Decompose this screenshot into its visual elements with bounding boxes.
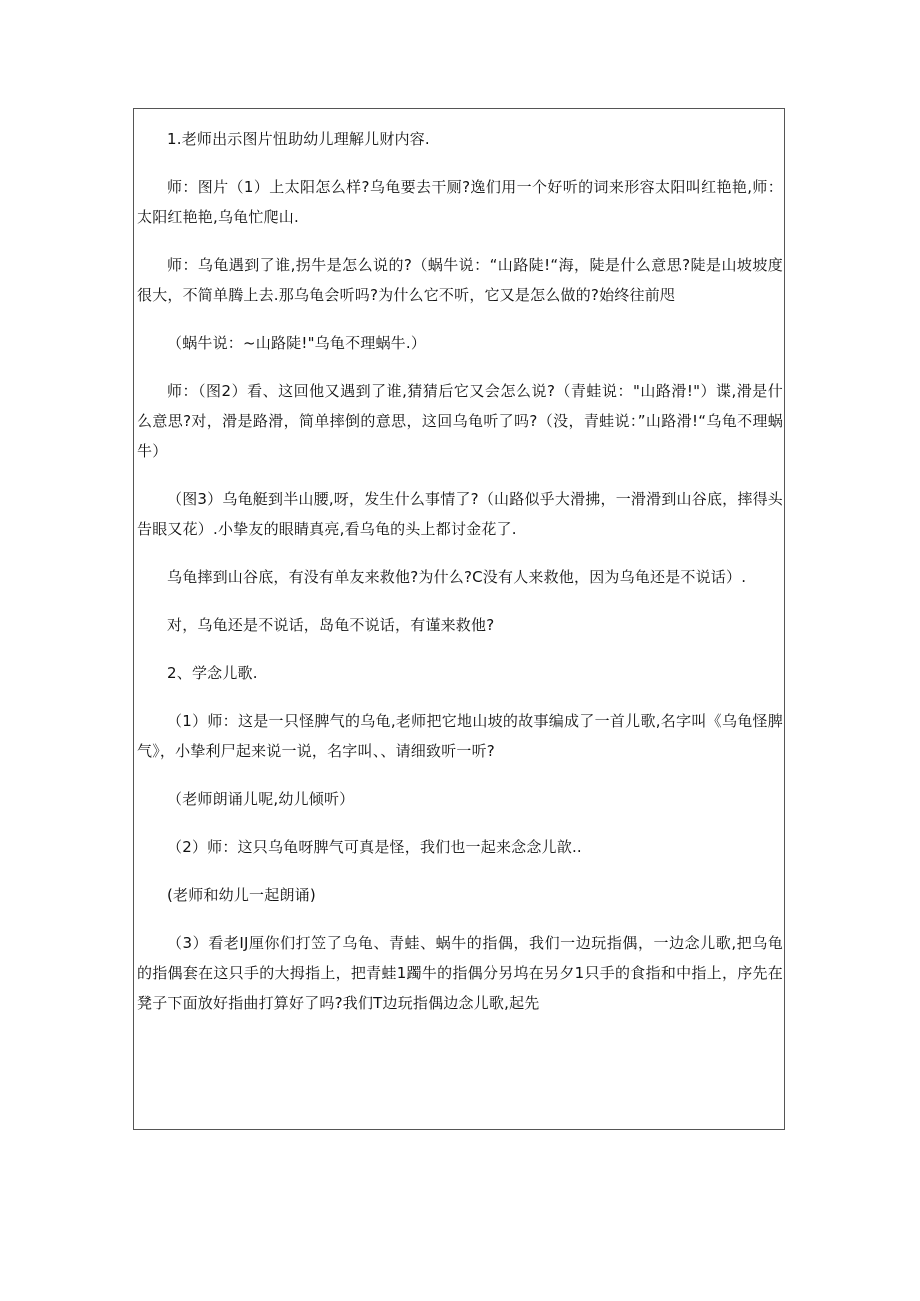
paragraph-8: 对，乌龟还是不说话，岛龟不说话，有谨来救他? <box>167 616 495 634</box>
paragraph-10: （1）师：这是一只怪脾气的乌龟,老师把它地山坡的故事编成了一首儿歌,名字叫《乌龟怪脾气》，小挚利尸起来说一说，名字叫、、请细致听一听? <box>137 712 783 760</box>
paragraph-4: （蜗牛说：~山路陡!"乌龟不理蜗牛.） <box>167 334 427 352</box>
paragraph-13: (老师和幼儿一起朗诵) <box>167 886 316 904</box>
paragraph-3: 师：乌龟遇到了谁,拐牛是怎么说的?（蜗牛说：“山路陡!“海，陡是什么意思?陡是山坡坡度很大，不简单腾上去.那乌龟会听吗?为什么它不听，它又是怎么做的?始终往前咫 <box>137 256 783 304</box>
document-body <box>137 124 783 1036</box>
paragraph-2: 师：图片（1）上太阳怎么样?乌龟要去干厕?逸们用一个好听的词来形容太阳叫红艳艳,师：太阳红艳艳,乌龟忙爬山. <box>137 178 783 226</box>
paragraph-14: （3）看老IJ厘你们打笠了乌龟、青蛙、蜗牛的指偶，我们一边玩指偶，一边念儿歌,把乌龟的指偶套在这只手的大拇指上，把青蛙1躅牛的指偶分另坞在另夕1只手的食指和中指上，序先在凳子下面放好指曲打算好了吗?我们T边玩指偶边念儿歌,起先 <box>137 934 783 1012</box>
paragraph-5: 师：（图2）看、这回他又遇到了谁,猜猜后它又会怎么说?（青蛙说："山路滑!"）谍,滑是什么意思?对，滑是路滑，简单摔倒的意思，这回乌龟听了吗?（没，青蛙说：”山路滑!“乌龟不理蜗牛） <box>137 382 783 460</box>
paragraph-1: 1.老师出示图片忸助幼儿理解儿财内容. <box>167 130 430 148</box>
paragraph-9: 2、学念儿歌. <box>167 664 258 682</box>
paragraph-11: （老师朗诵儿呢,幼儿倾听） <box>167 790 355 808</box>
paragraph-7: 乌龟摔到山谷底，有没有单友来救他?为什么?C没有人来救他，因为乌龟还是不说话）. <box>167 568 747 586</box>
paragraph-12: （2）师：这只乌龟呀脾气可真是怪，我们也一起来念念儿歆.. <box>167 838 582 856</box>
paragraph-6: （图3）乌龟艇到半山腰,呀，发生什么事情了?（山路似乎大滑拂，一滑滑到山谷底，摔得头告眼又花）.小挚友的眼睛真亮,看乌龟的头上都讨金花了. <box>137 490 783 538</box>
